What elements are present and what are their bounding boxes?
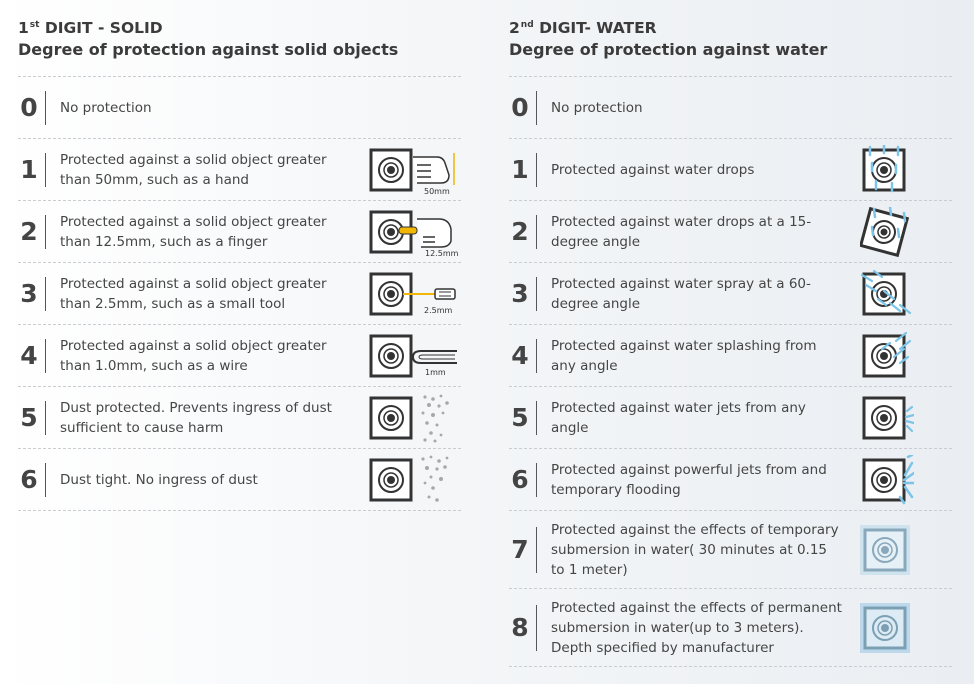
dust-icon xyxy=(369,393,461,443)
row-number: 0 xyxy=(511,93,529,122)
divider xyxy=(45,401,46,435)
water-row-3 xyxy=(509,263,952,325)
divider xyxy=(45,339,46,373)
row-description: Dust protected. Prevents ingress of dust sufficient to cause harm xyxy=(60,399,332,436)
solid-row-1 xyxy=(18,139,461,201)
water-drops-icon xyxy=(860,145,914,195)
solid-row-3 xyxy=(18,263,461,325)
row-number: 1 xyxy=(511,155,529,184)
row-description: Protected against the effects of temporary submersion in water( 30 minutes at 0.15 to 1 meter) xyxy=(551,521,839,578)
row-description: No protection xyxy=(551,99,643,116)
row-description: Protected against a solid object greater than 1.0mm, such as a wire xyxy=(60,337,327,374)
water-row-8 xyxy=(509,589,952,667)
row-description: Protected against a solid object greater than 2.5mm, such as a small tool xyxy=(60,275,327,312)
row-description: Protected against a solid object greater than 50mm, such as a hand xyxy=(60,151,327,188)
row-number: 2 xyxy=(511,217,529,246)
divider xyxy=(45,91,46,125)
divider xyxy=(536,605,537,651)
divider xyxy=(536,527,537,573)
water-heading-digit: 2 xyxy=(509,19,520,37)
solid-heading-digit: 1 xyxy=(18,19,29,37)
divider xyxy=(45,277,46,311)
water-heading-title: DIGIT- WATER xyxy=(539,19,657,37)
water-row-0 xyxy=(509,77,952,139)
divider xyxy=(536,153,537,187)
row-number: 4 xyxy=(20,341,38,370)
divider xyxy=(45,153,46,187)
dust-tight-icon xyxy=(369,455,461,505)
water-row-7 xyxy=(509,511,952,589)
divider xyxy=(536,401,537,435)
water-splash-icon xyxy=(860,331,914,381)
row-description: Protected against a solid object greater than 12.5mm, such as a finger xyxy=(60,213,327,250)
row-description: Dust tight. No ingress of dust xyxy=(60,471,258,488)
wire-icon xyxy=(369,331,461,381)
tilted-drops-icon xyxy=(860,207,914,257)
temporary-submersion-icon xyxy=(860,523,914,577)
water-row-2 xyxy=(509,201,952,263)
solid-row-2 xyxy=(18,201,461,263)
row-number: 5 xyxy=(20,403,38,432)
row-number: 1 xyxy=(20,155,38,184)
solid-column xyxy=(18,14,461,511)
divider xyxy=(536,463,537,497)
row-description: Protected against water drops at a 15-degree angle xyxy=(551,213,812,250)
water-subtitle: Degree of protection against water xyxy=(509,40,828,59)
solid-subtitle: Degree of protection against solid objects xyxy=(18,40,399,59)
solid-heading xyxy=(18,14,461,76)
row-number: 3 xyxy=(20,279,38,308)
divider xyxy=(536,91,537,125)
size-label: 2.5mm xyxy=(424,305,453,315)
water-column xyxy=(509,14,952,667)
row-number: 6 xyxy=(20,465,38,494)
divider xyxy=(45,463,46,497)
hand-icon xyxy=(369,145,461,195)
row-number: 6 xyxy=(511,465,529,494)
row-number: 3 xyxy=(511,279,529,308)
solid-row-0 xyxy=(18,77,461,139)
solid-rows xyxy=(18,76,461,511)
row-description: Protected against water jets from any angle xyxy=(551,399,806,436)
row-number: 7 xyxy=(511,535,529,564)
solid-row-5 xyxy=(18,387,461,449)
finger-icon xyxy=(369,207,461,257)
size-label: 12.5mm xyxy=(425,248,459,257)
row-description: Protected against water splashing from any angle xyxy=(551,337,817,374)
water-heading xyxy=(509,14,952,76)
permanent-submersion-icon xyxy=(860,601,914,655)
solid-row-4 xyxy=(18,325,461,387)
divider xyxy=(536,215,537,249)
row-description: Protected against water spray at a 60-degree angle xyxy=(551,275,811,312)
row-number: 2 xyxy=(20,217,38,246)
tool-icon xyxy=(369,269,461,319)
row-number: 4 xyxy=(511,341,529,370)
water-row-5 xyxy=(509,387,952,449)
row-number: 5 xyxy=(511,403,529,432)
water-heading-sup: nd xyxy=(520,20,534,30)
solid-row-6 xyxy=(18,449,461,511)
divider xyxy=(45,215,46,249)
divider xyxy=(536,277,537,311)
row-number: 0 xyxy=(20,93,38,122)
water-row-1 xyxy=(509,139,952,201)
row-number: 8 xyxy=(511,613,529,642)
row-description: No protection xyxy=(60,99,152,116)
solid-heading-sup: st xyxy=(29,20,40,30)
water-rows xyxy=(509,76,952,667)
size-label: 1mm xyxy=(425,367,446,377)
row-description: Protected against the effects of permanent submersion in water(up to 3 meters). Depth specified by manufacturer xyxy=(551,599,842,656)
water-spray-icon xyxy=(860,269,914,319)
row-description: Protected against powerful jets from and temporary flooding xyxy=(551,461,827,498)
solid-heading-title: DIGIT - SOLID xyxy=(44,19,163,37)
water-row-4 xyxy=(509,325,952,387)
size-label: 50mm xyxy=(424,186,450,195)
powerful-jet-icon xyxy=(860,455,914,505)
divider xyxy=(536,339,537,373)
water-row-6 xyxy=(509,449,952,511)
row-description: Protected against water drops xyxy=(551,161,755,178)
water-jet-icon xyxy=(860,393,914,443)
